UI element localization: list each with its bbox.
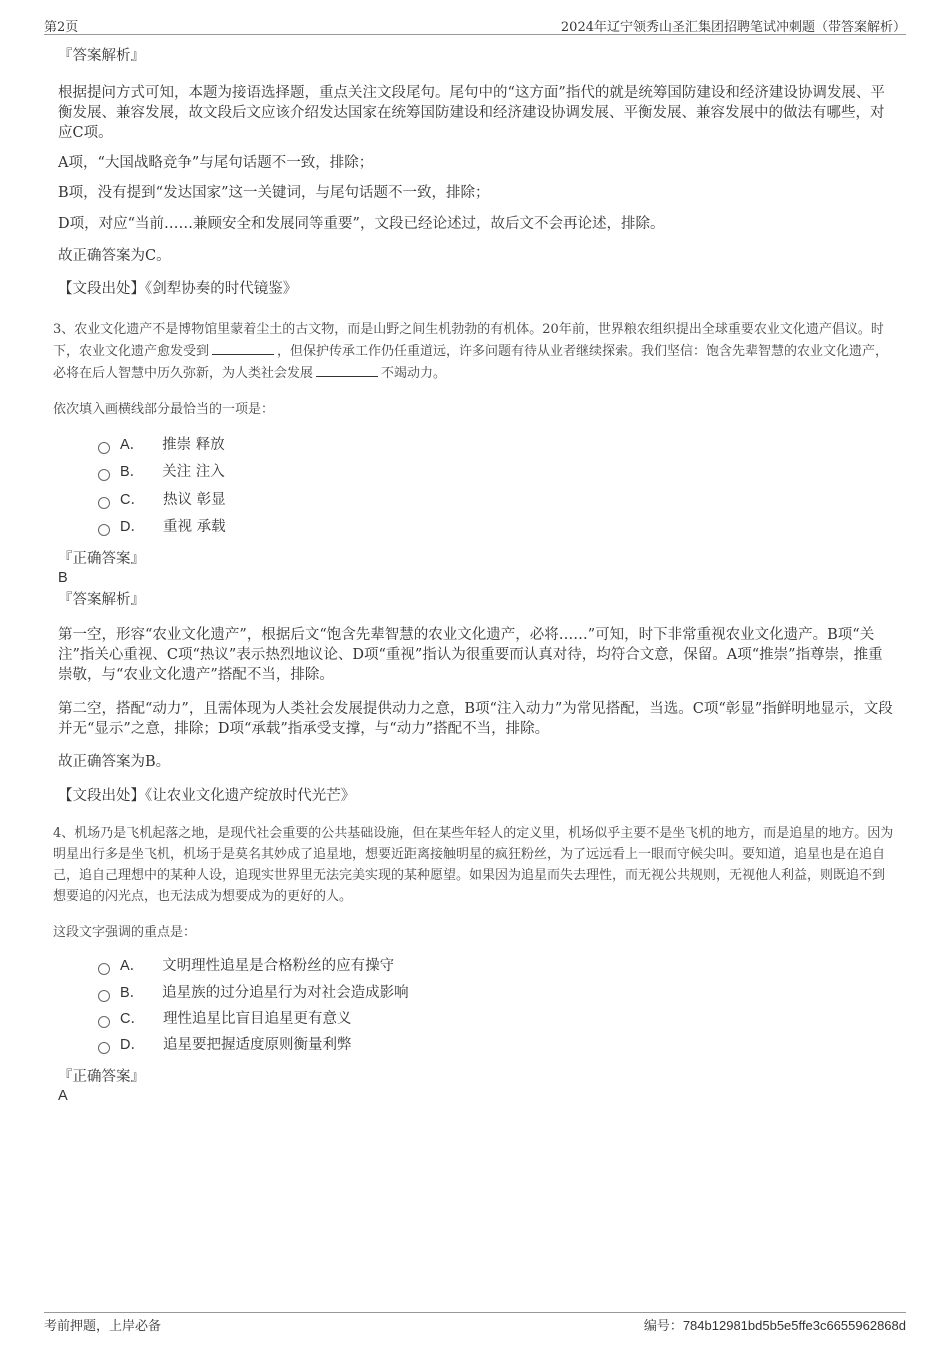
option-letter: B． xyxy=(120,464,145,481)
document-title: 2024年辽宁领秀山圣汇集团招聘笔试冲刺题（带答案解析） xyxy=(560,20,906,35)
q3-analysis-p1: 第一空，形容“农业文化遗产”，根据后文“饱含先辈智慧的农业文化遗产，必将……”可知，时下非常重视农业文化遗产。B项“关注”指关心重视、C项“热议”表示热烈地议论、D项“重视”指认为很重要而认真对待，均符合文意，保留。A项“推崇”指尊崇，推重崇敬，与“农业文化遗产”搭配不当，排除。 xyxy=(58,627,883,683)
q3-blank-1 xyxy=(212,340,274,355)
page-footer xyxy=(44,1312,906,1337)
q4-prompt: 这段文字强调的重点是： xyxy=(53,925,197,940)
q4-answer: A xyxy=(58,1088,68,1104)
q3-text-part3: 不竭动力。 xyxy=(381,366,447,381)
radio-icon[interactable] xyxy=(98,990,110,1002)
q4-option-c[interactable] xyxy=(98,1006,894,1032)
option-text: 热议 彰显 xyxy=(162,491,226,508)
q3-prompt: 依次填入画横线部分最恰当的一项是： xyxy=(53,402,275,417)
q4-option-a[interactable] xyxy=(98,952,894,980)
page-header xyxy=(44,14,906,35)
q2-analysis-conclusion: 故正确答案为C。 xyxy=(58,248,171,264)
document-code xyxy=(644,1315,906,1334)
option-text: 推崇 释放 xyxy=(162,436,225,453)
q2-analysis-p3: B项，没有提到“发达国家”这一关键词，与尾句话题不一致，排除； xyxy=(58,185,490,201)
q3-text-part2: ，但保护传承工作仍任重道远，许多问题有待从业者继续探索。我们坚信：饱含先辈智慧的农业文化遗产，必将在后人智慧中历久弥新，为人类社会发展 xyxy=(53,344,889,381)
option-letter: A． xyxy=(120,957,145,974)
q3-option-b[interactable] xyxy=(98,459,894,487)
option-text: 理性追星比盲目追星更有意义 xyxy=(162,1010,352,1027)
q2-analysis-label: 『答案解析』 xyxy=(58,48,145,64)
q3-answer-label: 『正确答案』 xyxy=(58,551,145,567)
q4-options xyxy=(98,952,894,1059)
q4-option-b[interactable] xyxy=(98,980,894,1006)
radio-icon[interactable] xyxy=(98,442,110,454)
q2-source: 【文段出处】《剑犁协奏的时代镜鉴》 xyxy=(58,281,298,297)
q3-option-c[interactable] xyxy=(98,486,894,514)
option-text: 重视 承载 xyxy=(162,519,226,536)
option-text: 文明理性追星是合格粉丝的应有操守 xyxy=(162,957,395,974)
option-letter: A． xyxy=(120,436,145,453)
q3-source: 【文段出处】《让农业文化遗产绽放时代光芒》 xyxy=(58,788,356,804)
option-text: 追星要把握适度原则衡量利弊 xyxy=(162,1037,352,1054)
radio-icon[interactable] xyxy=(98,1042,110,1054)
footer-slogan: 考前押题，上岸必备 xyxy=(44,1319,162,1334)
q3-analysis-label: 『答案解析』 xyxy=(58,592,145,608)
radio-icon[interactable] xyxy=(98,963,110,975)
q4-option-d[interactable] xyxy=(98,1032,894,1060)
option-letter: B． xyxy=(120,984,145,1001)
page-number: 第2页 xyxy=(44,20,79,35)
code-label: 编号： xyxy=(643,1319,683,1334)
q3-option-d[interactable] xyxy=(98,514,894,542)
q3-analysis-conclusion: 故正确答案为B。 xyxy=(58,754,171,770)
q3-question-text xyxy=(53,319,894,384)
q4-question-text: 4、机场乃是飞机起落之地，是现代社会重要的公共基础设施，但在某些年轻人的定义里，机场似乎主要不是坐飞机的地方，而是追星的地方。因为明星出行多是坐飞机，机场于是莫名其妙成了追星地，想要近距离接触明星的疯狂粉丝，为了远远看上一眼而守候尖叫。要知道，追星也是在追自己，追自己理想中的某种人设，追现实世界里无法完美实现的某种愿望。如果因为追星而失去理性，而无视公共规则，无视他人利益，则既追不到想要追的闪光点，也无法成为想要成为的更好的人。 xyxy=(53,826,894,904)
option-letter: C． xyxy=(120,1010,145,1027)
option-text: 追星族的过分追星行为对社会造成影响 xyxy=(162,984,409,1001)
option-letter: D． xyxy=(120,1037,145,1054)
option-letter: D． xyxy=(120,519,145,536)
radio-icon[interactable] xyxy=(98,469,110,481)
option-letter: C． xyxy=(120,491,145,508)
q3-analysis-p2: 第二空，搭配“动力”，且需体现为人类社会发展提供动力之意，B项“注入动力”为常见搭配，当选。C项“彰显”指鲜明地显示，文段并无“显示”之意，排除；D项“承载”指承受支撑，与“动力”搭配不当，排除。 xyxy=(58,701,893,737)
q2-analysis-p2: A项，“大国战略竞争”与尾句话题不一致，排除； xyxy=(58,155,374,171)
page-content xyxy=(53,46,894,1106)
radio-icon[interactable] xyxy=(98,497,110,509)
q2-analysis-p1: 根据提问方式可知，本题为接语选择题，重点关注文段尾句。尾句中的“这方面”指代的就是统筹国防建设和经济建设协调发展、平衡发展、兼容发展，故文段后文应该介绍发达国家在统筹国防建设和经济建设协调发展、平衡发展、兼容发展中的做法有哪些，对应C项。 xyxy=(58,85,885,141)
q3-options xyxy=(98,431,894,541)
radio-icon[interactable] xyxy=(98,524,110,536)
q3-option-a[interactable] xyxy=(98,431,894,459)
code-value: 784b12981bd5b5e5ffe3c6655962868d xyxy=(682,1318,906,1333)
radio-icon[interactable] xyxy=(98,1016,110,1028)
q3-blank-2 xyxy=(316,362,378,377)
q4-answer-label: 『正确答案』 xyxy=(58,1069,145,1085)
option-text: 关注 注入 xyxy=(162,464,225,481)
q3-text-part1: 3、农业文化遗产不是博物馆里蒙着尘土的古文物，而是山野之间生机勃勃的有机体。20年前，世界粮农组织提出全球重要农业文化遗产倡议。时下，农业文化遗产愈发受到 xyxy=(53,322,884,359)
q3-answer: B xyxy=(58,570,68,586)
q2-analysis-p4: D项，对应“当前……兼顾安全和发展同等重要”，文段已经论述过，故后文不会再论述，排除。 xyxy=(58,216,665,232)
